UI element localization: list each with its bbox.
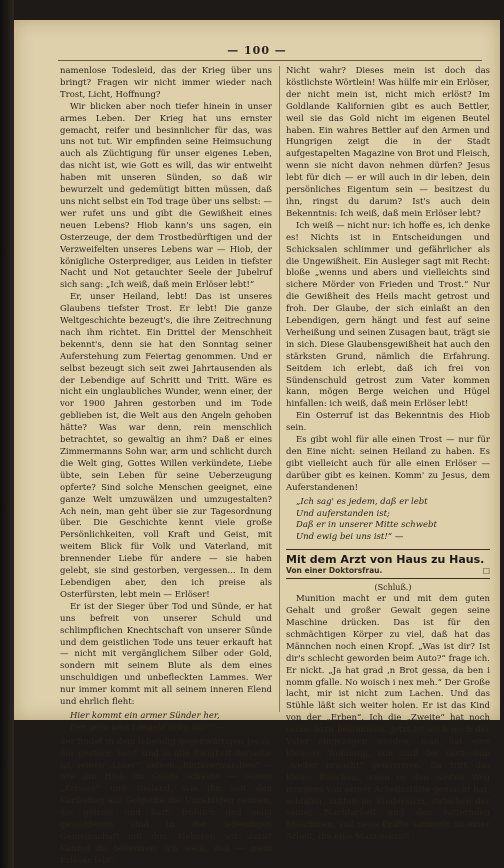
hymn-line: Hier kommt ein armer Sünder her, xyxy=(70,710,220,721)
book-page xyxy=(14,20,500,866)
continuation-note: (Schluß.) xyxy=(374,583,412,593)
paragraph: Nicht wahr? Dieses mein ist doch das köstlichste Wörtlein! Was hülfe mir ein Erlöser, der nicht mein ist, nicht mich erlöst? Im Goldlande Kalifornien gibt es auch Bettler, weil sie das Gold nicht im eigenen Beutel haben. Ein wahres Bettler auf den Armen und Hungrigen zeigt die in der Stadt aufgestapelten Magazine von Brot und Fleisch, wenn sie nicht davon nehmen dürfen? Jesus lebt für dich — er will auch in dir leben, dein persönliches Eigentum sein — besitzest du ihn, ringst du darum? Ist's auch dein Bekenntnis: Ich weiß, daß mein Erlöser lebt? xyxy=(286,66,490,219)
section-separator xyxy=(286,549,490,550)
hymn-line: Und ewig bei uns ist!“ — xyxy=(296,532,404,543)
paragraph: namenlose Todesleid, das der Krieg über uns bringt? Fragen wir nicht immer wieder nach Trost, Licht, Hoffnung? xyxy=(60,66,272,100)
hymn-line: Daß er in unserer Mitte schwebt xyxy=(296,520,437,531)
page-number: — 100 — xyxy=(227,44,287,57)
section-rule xyxy=(286,578,490,579)
paragraph: Wir blicken aber noch tiefer hinein in unser armes Leben. Der Krieg hat uns ernster gemacht, reifer und besinnlicher für das, was uns not tut. Wir empfinden seine Heimsuchung auch als Züchtigung für unser eigenes Leben, das nicht ist, wie Gott es will, das wir entweiht haben mit unseren Sünden, so daß wir bewurzelt und gedemütigt bitten müssen, daß uns nicht selbst ein Tod trage über uns selbst: — wer rufet uns und gibt die Gewißheit eines neuen Lebens? Hiob kann's uns sagen, ein Osterzeuge, der dem Trostbedürftigen und der Verzweifelten unseres Lebens war — Hiob, der königliche Osterprediger, aus Leiden in tiefster Nacht und Not getauchter Seele der Jubelruf sich sang: „Ich weiß, daß mein Erlöser lebt!“ xyxy=(60,101,272,291)
header-rule xyxy=(58,60,482,61)
end-mark-icon: □ xyxy=(482,566,490,576)
section-title: Mit dem Arzt von Haus zu Haus. xyxy=(286,553,485,567)
hymn-line: Der gern ums Lösgeld selig wär'“ — xyxy=(70,722,226,733)
section-byline: Von einer Doktorsfrau. xyxy=(286,566,383,576)
hymn-line: Und auferstanden ist; xyxy=(296,508,390,519)
hymn-quote xyxy=(70,711,272,735)
paragraph: Es gibt wohl für alle einen Trost — nur für den Eine nicht: seinen Heiland zu haben. Es gibt vielleicht auch für alle einen Erlöser — darüber gibt es keinen. Komm' zu Jesus, dem Auferstandenen! xyxy=(286,435,490,493)
paragraph: Er ist der Sieger über Tod und Sünde, er hat uns befreit von unserer Schuld und schlimpflichen Knechtschaft von unserer Sünde und dem geistlichen Tode uns teuer erkauft hat — nicht mit vergänglichem Silber oder Gold, sondern mit seinem Blute als dem eines unschuldigen und unbefleckten Lammes. Wer nur immer kommt mit all seinem inneren Elend und ehrlich fleht: xyxy=(60,601,272,708)
paragraph: Ich weiß — nicht nur: ich hoffe es, ich denke es! Nichts ist in Entscheidungen und Schicksalen schlimmer und gefährlicher als die Ungewißheit. Ein Ausleger sagt mit Recht: bloße „wenns und abers und vielleichts sind sichere Mörder von Frieden und Trost.“ Nur die Gewißheit des Heils macht getrost und froh. Der Glaube, der sich einlaßt an den Lebendigen, gern hängt und fest auf seine Verheißung und seinen Zusagen baut, trägt sie in sich. Diese Glaubensgewißheit hat auch den stärksten Grund, nämlich die Erfahrung. Seitdem ich erlebt, daß ich frei von Sündenschuld getrost zum Vater kommen kann, mögen Berge weichen und Hügel hinfallen: ich weiß, daß mein Erlöser lebt! xyxy=(286,220,490,410)
paragraph: Munition macht er und mit dem guten Gehalt und großer Gewalt gegen seine Maschine drücken. Das ist für den schmächtigen Körper zu viel, daß hat das Männchen noch einen Kropf. „Was ist dir? Ist dir's schlecht geworden beim Auto?“ frage ich. Er nickt. „Ja hat grad ‚n Brot gessa, da ben i nomm gfalle. No woisch i nex meh.“ Der Große lacht, mir ist nicht zum Lachen. Und das Stühle läßt sich weiter holen. Er ist das Kind von der „Erben“. Ich die „Zweite“ hat noch sechs dazu bekommen. Jetzt ist auch noch der Vater eingezogen worden; man hat eine kleinere Wohnung, nun muß der Gottesbub „weiter braucht“ genommen. Da tritt das kleine Bübchen, wenn es den weiten Weg morgens von seiner Arbeitsstätte gemacht hat, schlafen, mitten im Kinderlärm, zwischen der seiner Nachtarbeit und den ratternden Maschinen, soll neue Kräfte sammeln zu einer Arbeit, die eine Manneskraft xyxy=(286,594,490,843)
column-divider xyxy=(279,66,280,712)
paragraph: Er, unser Heiland, lebt! Das ist unseres Glaubens tiefster Trost. Er lebt! Die ganze Weltgeschichte bezeugt's, die ihre Zeitrechnung nach ihm richtet. Ein Drittel der Menschheit bekennt's, denn sie hat den Sonntag seiner Auferstehung zum Feiertag genommen. Und er selbst bezeugt sich seit zwei Jahrtausenden als der Lebendige auf Schritt und Tritt. Wäre es nicht ein unglaubliches Wunder, wenn einer, der vor 1900 Jahren gestorben und im Tode geblieben ist, die Welt aus den Angeln gehoben hätte? Was war denn, rein menschlich betrachtet, so gewaltig an ihm? Daß er eines Zimmermanns Sohn war, arm und schlicht durch die Welt ging, Gottes Willen verkündete, Liebe übte, sein Leben für seine Ueberzeugung opferte? Sind solche Menschen geeignet, eine ganze Welt umzuwälzen und umzugestalten? Ach nein, man geht über sie zur Tagesordnung über. Die Geschichte kennt viele große Persönlichkeiten, voll Kraft und Geist, mit weitem Blick für Volk und Vaterland, mit brennender Liebe für andere — sie haben gelebt, sie sind gestorben, vergessen... In dem Lebendigen aber, den ich preise als Osterfürsten, lebt mein — Erlöser! xyxy=(60,292,272,600)
hymn-line: „Ich sag' es jedem, daß er lebt xyxy=(296,496,428,507)
section-byline-row xyxy=(286,566,490,576)
paragraph: der findet in dem lebendig gegenwärtigen Jesus, der gestern, heut' und in alle Ewigkeit derselbe ist, seinen „Löser“, seinen „Blutsverwandten“ — wie ihn Hiob im Geiste schaute — seinen „Erlöser“ und Heiland, wie ihn seit den Karfreitag auf Golgatha die Unzähligen nennen, die getrost und hart, fröhlich und selig gewordenen sind in der lebendigen Gemeinschaft mit ihm. Gehören wir dazu? Kannst du bekennen: Ich weiß, daß — mein Erlöser lebt? xyxy=(60,736,272,866)
left-column xyxy=(60,66,272,866)
paragraph: Ein Osterruf ist das Bekenntnis des Hiob sein. xyxy=(286,411,490,434)
hymn-quote xyxy=(296,497,490,545)
page-edge-shadow xyxy=(0,0,14,868)
right-column xyxy=(286,66,490,843)
